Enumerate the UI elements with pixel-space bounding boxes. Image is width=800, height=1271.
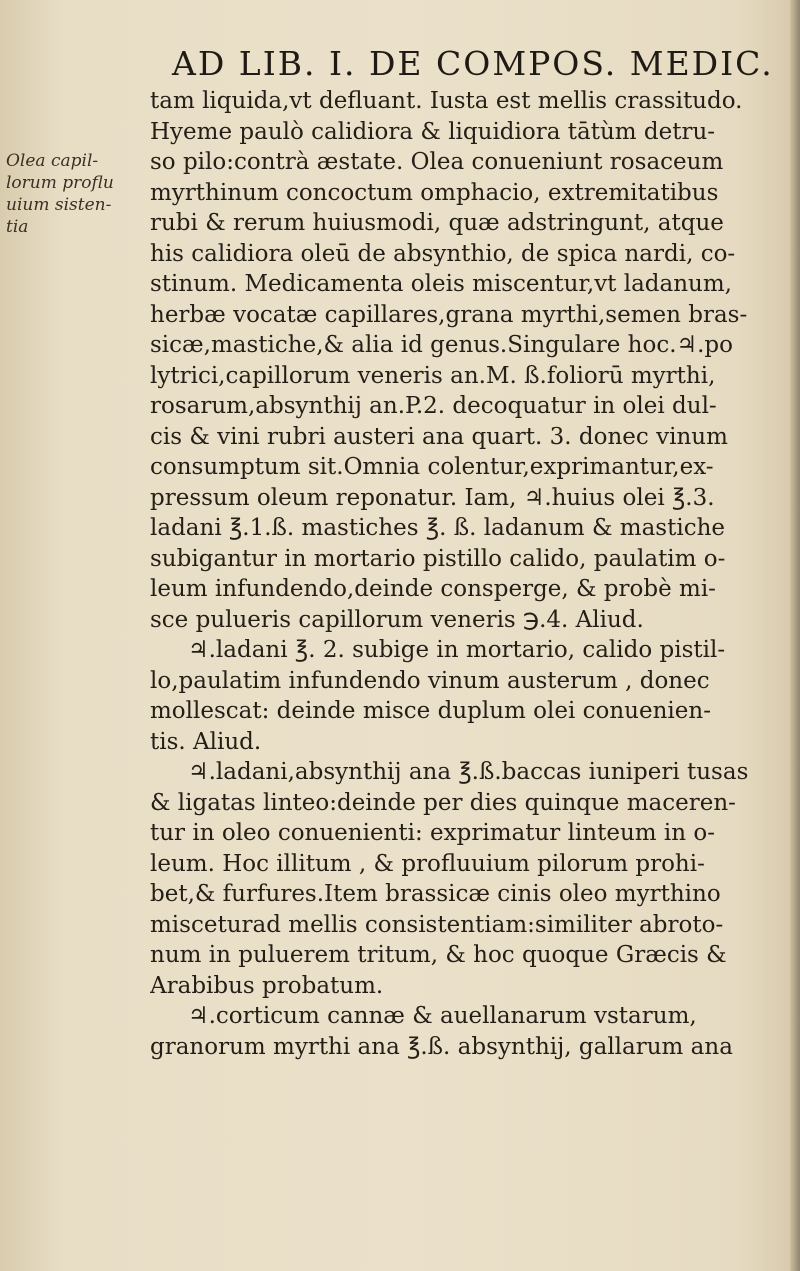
text-line: tur in oleo conuenienti: exprimatur linteum in o- xyxy=(150,820,715,846)
text-line: Arabibus probatum. xyxy=(150,972,384,999)
text-line: his calidiora oleū de absynthio, de spica nardi, co- xyxy=(150,240,736,267)
marginal-note xyxy=(6,150,146,238)
text-line: ladani ℥.1.ß. mastiches ℥. ß. ladanum & mastiche xyxy=(150,515,726,541)
text-line: Hyeme paulò calidiora & liquidiora tātùm detru- xyxy=(150,118,716,145)
text-line: rosarum,absynthij an.P.2. decoquatur in olei dul- xyxy=(150,393,717,419)
text-line: granorum myrthi ana ℥.ß. absynthij, gallarum ana xyxy=(150,1033,733,1060)
text-line: misceturad mellis consistentiam:similiter abroto- xyxy=(150,911,724,938)
text-line: ♃.ladani ℥. 2. subige in mortario, calido pistil- xyxy=(188,637,726,663)
marginal-note-line: tia xyxy=(6,217,29,237)
text-line: subigantur in mortario pistillo calido, paulatim o- xyxy=(150,545,726,572)
marginal-note-line: uium sisten- xyxy=(6,195,112,215)
text-line: pressum oleum reponatur. Iam, ♃.huius olei ℥.3. xyxy=(150,484,715,511)
text-line: bet,& furfures.Item brassicæ cinis oleo myrthino xyxy=(150,881,721,907)
text-line: rubi & rerum huiusmodi, quæ adstringunt, atque xyxy=(150,210,724,236)
text-line: mollescat: deinde misce duplum olei conuenien- xyxy=(150,698,711,724)
text-line: lo,paulatim infundendo vinum austerum , donec xyxy=(150,667,710,694)
text-line: sce pulueris capillorum veneris ℈.4. Aliud. xyxy=(150,606,644,633)
text-line: sicæ,mastiche,& alia id genus.Singulare hoc.♃.po xyxy=(150,332,734,358)
text-line: leum infundendo,deinde consperge, & probè mi- xyxy=(150,576,716,602)
body-text xyxy=(150,86,775,1062)
text-line: myrthinum concoctum omphacio, extremitatibus xyxy=(150,179,719,206)
text-line: num in puluerem tritum, & hoc quoque Græcis & xyxy=(150,942,727,968)
text-line: so pilo:contrà æstate. Olea conueniunt rosaceum xyxy=(150,149,724,175)
text-line: herbæ vocatæ capillares,grana myrthi,semen bras- xyxy=(150,301,748,328)
text-line: leum. Hoc illitum , & profluuium pilorum prohi- xyxy=(150,850,705,877)
text-line: cis & vini rubri austeri ana quart. 3. donec vinum xyxy=(150,423,728,450)
text-line: ♃.corticum cannæ & auellanarum vstarum, xyxy=(188,1003,697,1029)
text-line: lytrici,capillorum veneris an.M. ß.foliorū myrthi, xyxy=(150,362,716,389)
text-line: consumptum sit.Omnia colentur,exprimantur,ex- xyxy=(150,454,714,480)
text-line: tis. Aliud. xyxy=(150,728,262,755)
page-edge xyxy=(790,0,800,1271)
text-line: ♃.ladani,absynthij ana ℥.ß.baccas iuniperi tusas xyxy=(188,759,749,785)
text-line: stinum. Medicamenta oleis miscentur,vt ladanum, xyxy=(150,271,732,297)
running-head: AD LIB. I. DE COMPOS. MEDIC. xyxy=(172,44,774,83)
marginal-note-line: Olea capil- xyxy=(6,151,99,171)
text-line: & ligatas linteo:deinde per dies quinque maceren- xyxy=(150,789,736,816)
marginal-note-line: lorum proflu xyxy=(6,173,114,193)
text-line: tam liquida,vt defluant. Iusta est mellis crassitudo. xyxy=(150,88,743,114)
